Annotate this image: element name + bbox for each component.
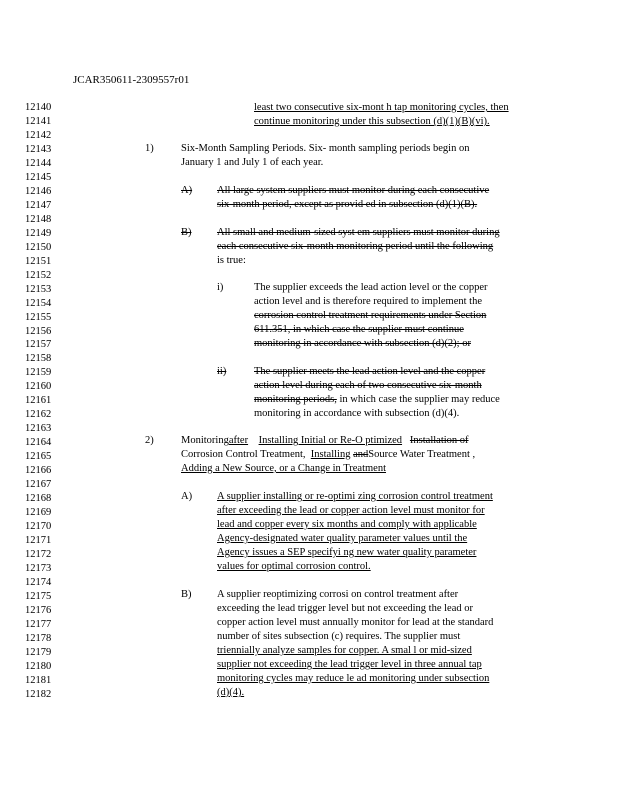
line-number: 12142 (25, 129, 52, 141)
item-label: 1) (145, 143, 154, 154)
line-number: 12179 (25, 646, 52, 658)
text-line: copper action level must annually monitor for lead at the standard (217, 617, 494, 628)
text-line: January 1 and July 1 of each year. (181, 157, 324, 168)
line-number: 12165 (25, 451, 52, 463)
text-line: Six-Month Sampling Periods. Six- month sampling periods begin on (181, 143, 470, 154)
line-number: 12182 (25, 688, 52, 700)
text-line: after exceeding the lead or copper action level must monitor for (217, 505, 485, 516)
line-number: 12143 (25, 143, 52, 155)
line-number: 12155 (25, 311, 52, 323)
line-number: 12146 (25, 185, 52, 197)
text-line: monitoring in accordance with subsection (d)(2); or (254, 338, 471, 349)
item-label: A) (181, 491, 193, 502)
line-number: 12162 (25, 409, 52, 421)
line-number: 12151 (25, 255, 52, 267)
line-number: 12174 (25, 576, 52, 588)
line-number: 12148 (25, 213, 52, 225)
item-label: B) (181, 227, 192, 238)
text-line: action level during each of two consecutive six-month (254, 380, 482, 391)
text-line: values for optimal corrosion control. (217, 561, 371, 572)
line-number: 12140 (25, 102, 52, 113)
text-line: A supplier reoptimizing corrosi on control treatment after (217, 589, 459, 600)
text-line: continue monitoring under this subsection (d)(1)(B)(vi). (254, 116, 490, 127)
line-number: 12180 (25, 660, 52, 672)
line-number: 12160 (25, 381, 52, 393)
line-number: 12163 (25, 423, 52, 435)
line-number: 12152 (25, 269, 52, 281)
item-label: A) (181, 185, 193, 196)
text-line: corrosion control treatment requirements under Section (254, 310, 487, 321)
line-number: 12141 (25, 115, 52, 127)
line-number: 12164 (25, 437, 52, 449)
item-label: i) (217, 282, 224, 293)
line-number: 12175 (25, 590, 52, 602)
text-line: Agency-designated water quality parameter values until the (217, 533, 468, 544)
text-line: six-month period, except as provid ed in subsection (d)(1)(B). (217, 199, 478, 210)
text-line: All large system suppliers must monitor during each consecutive (217, 185, 490, 196)
text-line: exceeding the lead trigger level but not exceeding the lead or (217, 603, 473, 614)
item-label: 2) (145, 435, 154, 446)
line-number: 12181 (25, 674, 52, 686)
line-number: 12150 (25, 241, 52, 253)
line-number: 12154 (25, 297, 52, 309)
text-line: least two consecutive six-mont h tap monitoring cycles, then (254, 102, 509, 113)
text-line: number of sites subsection (c) requires. The supplier must (217, 631, 461, 642)
line-number: 12156 (25, 325, 52, 337)
line-number: 12167 (25, 479, 52, 491)
text-line: is true: (217, 255, 246, 266)
text-line: The supplier meets the lead action level and the copper (254, 366, 486, 377)
text-line: lead and copper every six months and comply with applicable (217, 519, 477, 530)
line-number: 12149 (25, 227, 52, 239)
line-number: 12170 (25, 521, 52, 533)
text-line: All small and medium-sized syst em suppliers must monitor during (217, 227, 500, 238)
text-line: (d)(4). (217, 687, 245, 698)
text-line: Adding a New Source, or a Change in Treatment (181, 463, 387, 474)
text-line: monitoring periods, in which case the supplier may reduce (254, 394, 500, 405)
text-line: each consecutive six-month monitoring period until the following (217, 241, 494, 252)
line-number: 12169 (25, 507, 52, 519)
line-number: 12173 (25, 563, 52, 574)
text-line: monitoring cycles may reduce le ad monitoring under subsection (217, 673, 490, 684)
text-line: Agency issues a SEP specifyi ng new water quality parameter (217, 547, 477, 558)
line-number: 12145 (25, 171, 52, 183)
line-number: 12147 (25, 199, 52, 211)
text-line: action level and is therefore required to implement the (254, 296, 482, 307)
line-number: 12153 (25, 283, 52, 295)
line-number: 12172 (25, 549, 52, 561)
line-number: 12144 (25, 157, 52, 169)
text-line: triennially analyze samples for copper. A smal l or mid-sized (217, 645, 472, 656)
document-header: JCAR350611-2309557r01 (73, 74, 190, 86)
text-line: Monitoringafter Installing Initial or Re-O ptimized Installation of (181, 435, 469, 446)
line-number: 12161 (25, 395, 52, 407)
text-line: Corrosion Control Treatment, Installing andSource Water Treatment , (181, 449, 476, 460)
line-number: 12176 (25, 604, 52, 616)
text-line: supplier not exceeding the lead trigger level in three annual tap (217, 659, 482, 670)
text-line: monitoring in accordance with subsection (d)(4). (254, 408, 460, 419)
item-label: B) (181, 589, 192, 600)
line-number: 12171 (25, 535, 52, 547)
line-number: 12177 (25, 618, 52, 630)
line-number: 12168 (25, 493, 52, 505)
text-line: The supplier exceeds the lead action level or the copper (254, 282, 488, 293)
line-number: 12166 (25, 465, 52, 477)
line-number: 12158 (25, 353, 52, 365)
line-number: 12159 (25, 367, 52, 379)
item-label: ii) (217, 366, 227, 377)
line-number: 12157 (25, 339, 52, 351)
text-line: 611.351, in which case the supplier must continue (254, 324, 464, 335)
line-number: 12178 (25, 632, 52, 644)
text-line: A supplier installing or re-optimi zing corrosion control treatment (217, 491, 493, 502)
